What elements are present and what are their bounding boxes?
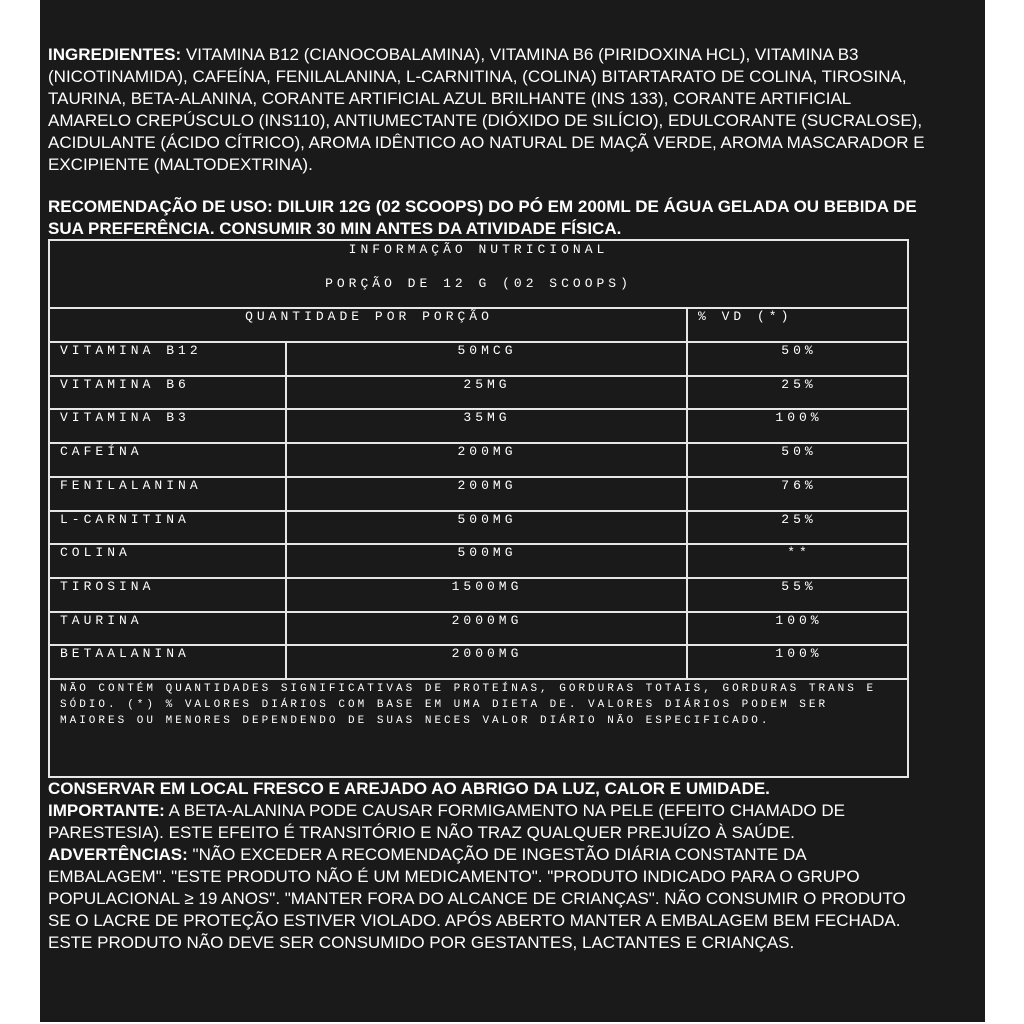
- nutrient-vd: 76%: [781, 477, 817, 493]
- column-header-quantity: QUANTIDADE POR PORÇÃO: [245, 309, 493, 324]
- nutrition-row: [50, 577, 907, 611]
- nutrient-name: TAURINA: [60, 612, 143, 628]
- column-header-vd: % VD (*): [698, 309, 793, 324]
- nutrient-name: L-CARNITINA: [60, 511, 190, 527]
- nutrient-amount: 2000MG: [451, 612, 523, 628]
- usage-recommendation: RECOMENDAÇÃO DE USO: DILUIR 12G (02 SCOOPS) DO PÓ EM 200ML DE ÁGUA GELADA OU BEBIDA DE SUA PREFERÊNCIA. CONSUMIR 30 MIN ANTES DA ATIVIDADE FÍSICA.: [48, 197, 917, 238]
- nutrition-table: [48, 239, 909, 778]
- nutrient-vd: 25%: [781, 511, 817, 527]
- nutrition-row: [50, 510, 907, 544]
- footer-paragraphs: [48, 778, 928, 954]
- row-divider: [50, 442, 907, 444]
- nutrient-amount: 2000MG: [451, 646, 523, 662]
- nutrient-vd: 50%: [781, 444, 817, 460]
- row-divider: [50, 644, 907, 646]
- nutrient-vd: 50%: [781, 343, 817, 358]
- row-divider: [50, 611, 907, 613]
- nutrient-amount: 1500MG: [451, 578, 523, 594]
- nutrient-vd: 55%: [781, 578, 817, 594]
- nutrient-name: TIROSINA: [60, 578, 155, 594]
- nutrient-vd: 100%: [775, 410, 823, 426]
- nutrient-amount: 500MG: [457, 511, 517, 527]
- nutrient-amount: 35MG: [463, 410, 511, 426]
- nutrient-amount: 200MG: [457, 477, 517, 493]
- nutrient-name: VITAMINA B3: [60, 410, 190, 426]
- nutrient-vd: 25%: [781, 376, 817, 392]
- row-divider: [50, 543, 907, 545]
- row-divider: [50, 510, 907, 512]
- row-divider: [50, 577, 907, 579]
- nutrient-amount: 200MG: [457, 444, 517, 460]
- nutrient-vd: **: [787, 545, 811, 561]
- important-text: A BETA-ALANINA PODE CAUSAR FORMIGAMENTO NA PELE (EFEITO CHAMADO DE PARESTESIA). ESTE EFEITO É TRANSITÓRIO E NÃO TRAZ QUALQUER PREJUÍZO À SAÚDE.: [48, 801, 845, 842]
- nutrient-amount: 500MG: [457, 545, 517, 561]
- row-divider: [50, 408, 907, 410]
- nutrient-name: FENILALANINA: [60, 477, 202, 493]
- nutrient-amount: 50MCG: [457, 343, 517, 358]
- important-notice: [48, 800, 928, 844]
- nutrition-row: [50, 442, 907, 476]
- nutrition-title: INFORMAÇÃO NUTRICIONAL: [348, 242, 609, 257]
- nutrition-footnote: NÃO CONTÉM QUANTIDADES SIGNIFICATIVAS DE PROTEÍNAS, GORDURAS TOTAIS, GORDURAS TRANS E SÓDIO. (*) % VALORES DIÁRIOS COM BASE EM UMA DIETA DE. VALORES DIÁRIOS PODEM SER MAIORES OU MENORES DEPENDENDO DE SUAS NECES VALOR DIÁRIO NÃO ESPECIFICADO.: [60, 683, 877, 727]
- nutrition-portion: PORÇÃO DE 12 G (02 SCOOPS): [325, 276, 632, 291]
- product-label: [40, 0, 985, 1022]
- nutrient-vd: 100%: [775, 612, 823, 628]
- nutrient-name: VITAMINA B6: [60, 376, 190, 392]
- warnings-text: "NÃO EXCEDER A RECOMENDAÇÃO DE INGESTÃO DIÁRIA CONSTANTE DA EMBALAGEM". "ESTE PRODUTO NÃO É UM MEDICAMENTO". "PRODUTO INDICADO PARA O GRUPO POPULACIONAL ≥ 19 ANOS". "MANTER FORA DO ALCANCE DE CRIANÇAS". NÃO CONSUMIR O PRODUTO SE O LACRE DE PROTEÇÃO ESTIVER VIOLADO. APÓS ABERTO MANTER A EMBALAGEM BEM FECHADA. ESTE PRODUTO NÃO DEVE SER CONSUMIDO POR GESTANTES, LACTANTES E CRIANÇAS.: [48, 845, 906, 952]
- nutrition-row: [50, 408, 907, 442]
- row-divider: [50, 476, 907, 478]
- important-heading: IMPORTANTE:: [48, 801, 165, 820]
- nutrient-name: BETAALANINA: [60, 646, 190, 662]
- nutrition-row: [50, 341, 907, 375]
- nutrition-row: [50, 611, 907, 645]
- row-divider: [50, 341, 907, 343]
- warnings-notice: [48, 844, 928, 954]
- ingredients-heading: INGREDIENTES:: [48, 45, 182, 64]
- nutrition-row: [50, 644, 907, 678]
- nutrition-row: [50, 375, 907, 409]
- warnings-heading: ADVERTÊNCIAS:: [48, 845, 188, 864]
- row-divider: [50, 375, 907, 377]
- nutrient-name: CAFEÍNA: [60, 444, 143, 460]
- nutrient-vd: 100%: [775, 646, 823, 662]
- nutrient-amount: 25MG: [463, 376, 511, 392]
- nutrition-row: [50, 476, 907, 510]
- nutrition-row: [50, 543, 907, 577]
- nutrient-name: COLINA: [60, 545, 131, 561]
- storage-instruction: CONSERVAR EM LOCAL FRESCO E AREJADO AO ABRIGO DA LUZ, CALOR E UMIDADE.: [48, 779, 770, 798]
- nutrient-name: VITAMINA B12: [60, 343, 202, 358]
- ingredients-paragraph: [48, 44, 928, 176]
- ingredients-text: VITAMINA B12 (CIANOCOBALAMINA), VITAMINA B6 (PIRIDOXINA HCL), VITAMINA B3 (NICOTINAMIDA), CAFEÍNA, FENILALANINA, L-CARNITINA, (COLINA) BITARTARATO DE COLINA, TIROSINA, TAURINA, BETA-ALANINA, CORANTE ARTIFICIAL AZUL BRILHANTE (INS 133), CORANTE ARTIFICIAL AMARELO CREPÚSCULO (INS110), ANTIUMECTANTE (DIÓXIDO DE SILÍCIO), EDULCORANTE (SUCRALOSE), ACIDULANTE (ÁCIDO CÍTRICO), AROMA IDÊNTICO AO NATURAL DE MAÇÃ VERDE, AROMA MASCARADOR E EXCIPIENTE (MALTODEXTRINA).: [48, 45, 925, 174]
